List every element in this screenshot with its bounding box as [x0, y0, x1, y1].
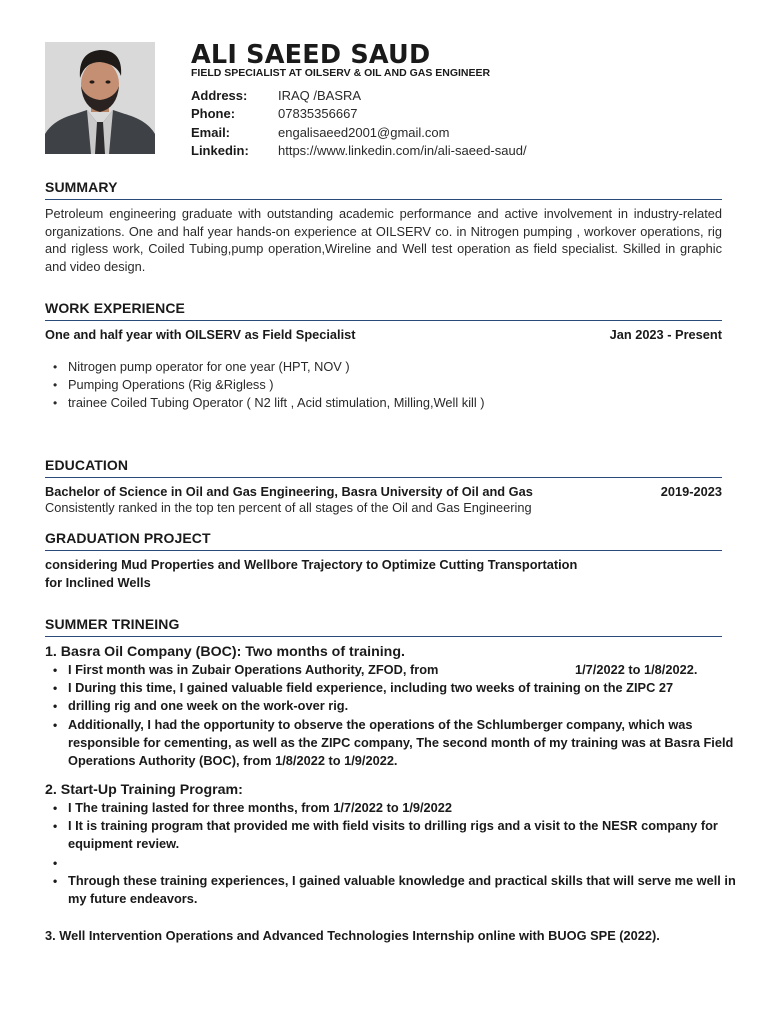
address-label: Address:: [191, 87, 248, 103]
list-item: • trainee Coiled Tubing Operator ( N2 lift , Acid stimulation, Milling,Well kill ): [45, 394, 722, 412]
candidate-subtitle: FIELD SPECIALIST AT OILSERV & OIL AND GAS ENGINEER: [191, 67, 491, 79]
contact-address-row: [191, 86, 527, 105]
linkedin-link[interactable]: https://www.linkedin.com/in/ali-saeed-saud/: [278, 143, 527, 159]
list-item: • Through these training experiences, I gained valuable knowledge and practical skills that will serve me well in my future endeavors.: [45, 872, 750, 908]
summary-title: SUMMARY: [45, 179, 722, 200]
contact-phone-row: [191, 105, 527, 124]
training-title: SUMMER TRINEING: [45, 616, 722, 637]
education-note: Consistently ranked in the top ten percent of all stages of the Oil and Gas Engineering: [45, 500, 532, 515]
email-label: Email:: [191, 124, 231, 140]
education-degree-row: [45, 484, 722, 499]
profile-photo: [45, 42, 155, 154]
list-item: • I It is training program that provided me with field visits to drilling rigs and a visit to the NESR company for equipment review.: [45, 817, 750, 853]
linkedin-label: Linkedin:: [191, 143, 249, 159]
list-item: • Nitrogen pump operator for one year (HPT, NOV ): [45, 358, 722, 376]
project-line-1: considering Mud Properties and Wellbore Trajectory to Optimize Cutting Transportation: [45, 557, 578, 572]
startup-training: [45, 782, 750, 908]
education-title: EDUCATION: [45, 457, 722, 478]
list-item: • I The training lasted for three months, from 1/7/2022 to 1/9/2022: [45, 799, 750, 817]
boc-training: [45, 644, 750, 770]
boc-items: [45, 661, 750, 770]
startup-heading: 2. Start-Up Training Program:: [45, 782, 243, 798]
contact-email-row: [191, 123, 527, 142]
boc-first-dates: 1/7/2022 to 1/8/2022.: [575, 662, 698, 677]
project-line-2: for Inclined Wells: [45, 575, 151, 590]
project-title: GRADUATION PROJECT: [45, 530, 722, 551]
summary-text: Petroleum engineering graduate with outstanding academic performance and active involvement in industry-related organizations. One and half year hands-on experience at OILSERV co. in Nitrogen pumping , workover operations, rig and rigless work, Coiled Tubing,pump operation,Wireline and Well test operation as field specialist. Skilled in graphic and video design.: [45, 206, 722, 274]
work-title: WORK EXPERIENCE: [45, 300, 722, 321]
summary-section: [45, 179, 722, 275]
project-section: [45, 530, 722, 592]
education-years: 2019-2023: [660, 484, 722, 499]
phone-value: 07835356667: [278, 106, 358, 122]
list-item: • Additionally, I had the opportunity to observe the operations of the Schlumberger company, which was responsible for cementing, as well as the ZIPC company, The second month of my training was at Basra Field Operations Authority (BOC), from 1/8/2022 to 1/9/2022.: [45, 716, 750, 771]
contact-linkedin-row: [191, 142, 527, 161]
list-item: • I During this time, I gained valuable field experience, including two weeks of training on the ZIPC 27: [45, 679, 750, 697]
startup-items: [45, 799, 750, 908]
contact-block: [191, 86, 527, 160]
phone-label: Phone:: [191, 106, 236, 122]
work-role-row: [45, 327, 722, 342]
training-section: [45, 616, 722, 637]
candidate-name: ALI SAEED SAUD: [191, 40, 431, 70]
list-item: • Pumping Operations (Rig &Rigless ): [45, 376, 722, 394]
list-item: • drilling rig and one week on the work-over rig.: [45, 697, 750, 715]
address-value: IRAQ /BASRA: [278, 87, 362, 103]
internship-line: 3. Well Intervention Operations and Advanced Technologies Internship online with BUOG SPE (2022).: [45, 928, 660, 943]
work-role: One and half year with OILSERV as Field Specialist: [45, 327, 356, 342]
work-duties: [45, 358, 722, 412]
list-item: [45, 854, 750, 872]
education-degree: Bachelor of Science in Oil and Gas Engineering, Basra University of Oil and Gas: [45, 484, 533, 499]
work-dates: Jan 2023 - Present: [609, 327, 722, 342]
list-item: [45, 661, 750, 679]
boc-heading: 1. Basra Oil Company (BOC): Two months of training.: [45, 644, 405, 660]
email-value: engalisaeed2001@gmail.com: [278, 124, 450, 140]
education-section: [45, 457, 722, 517]
boc-first-text: I First month was in Zubair Operations Authority, ZFOD, from: [68, 662, 439, 677]
work-section: [45, 300, 722, 412]
